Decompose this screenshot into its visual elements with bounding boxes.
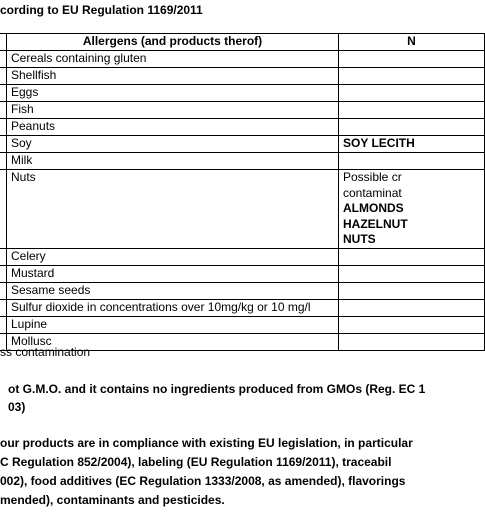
note-cell: SOY LECITH bbox=[339, 136, 485, 153]
allergen-cell: Celery bbox=[7, 248, 339, 265]
allergen-cell: Fish bbox=[7, 102, 339, 119]
allergen-cell: Lupine bbox=[7, 316, 339, 333]
table-header-notes: N bbox=[339, 34, 485, 51]
allergen-cell: Eggs bbox=[7, 85, 339, 102]
document-heading: cording to EU Regulation 1169/2011 bbox=[0, 3, 203, 17]
table-row bbox=[0, 299, 485, 316]
note-line: contaminat bbox=[343, 185, 402, 200]
note-cell bbox=[339, 299, 485, 316]
allergen-cell: Nuts bbox=[7, 170, 339, 249]
note-cell bbox=[339, 102, 485, 119]
table-header-row bbox=[0, 34, 485, 51]
note-line: Possible cr bbox=[343, 170, 402, 184]
table-row bbox=[0, 282, 485, 299]
note-cell bbox=[339, 282, 485, 299]
allergen-table bbox=[0, 33, 485, 351]
note-cell bbox=[339, 68, 485, 85]
allergen-cell: Peanuts bbox=[7, 119, 339, 136]
table-row bbox=[0, 68, 485, 85]
table-row bbox=[0, 85, 485, 102]
contamination-footnote: ss contamination bbox=[0, 345, 91, 359]
table-header-allergens: Allergens (and products therof) bbox=[7, 34, 339, 51]
note-line: NUTS bbox=[343, 232, 376, 246]
note-cell bbox=[339, 333, 485, 350]
table-row bbox=[0, 153, 485, 170]
note-cell bbox=[339, 248, 485, 265]
allergen-cell: Sulfur dioxide in concentrations over 10mg/kg or 10 mg/l bbox=[7, 299, 339, 316]
allergen-cell: Milk bbox=[7, 153, 339, 170]
compliance-line: mended), contaminants and pesticides. bbox=[0, 493, 225, 507]
table-row bbox=[0, 102, 485, 119]
table-row bbox=[0, 316, 485, 333]
compliance-statement bbox=[0, 434, 413, 510]
note-cell bbox=[339, 119, 485, 136]
compliance-line: our products are in compliance with existing EU legislation, in particular bbox=[0, 436, 413, 450]
table-row bbox=[0, 119, 485, 136]
note-line: HAZELNUT bbox=[343, 216, 408, 231]
note-cell bbox=[339, 153, 485, 170]
note-cell bbox=[339, 316, 485, 333]
gmo-line: ot G.M.O. and it contains no ingredients produced from GMOs (Reg. EC 1 bbox=[8, 382, 426, 396]
table-row bbox=[0, 248, 485, 265]
table-row bbox=[0, 51, 485, 68]
note-cell bbox=[339, 170, 485, 249]
table-row bbox=[0, 265, 485, 282]
note-cell bbox=[339, 85, 485, 102]
table-row bbox=[0, 170, 485, 249]
allergen-cell: Mollusc bbox=[7, 333, 339, 350]
allergen-cell: Sesame seeds bbox=[7, 282, 339, 299]
compliance-line: 002), food additives (EC Regulation 1333/2008, as amended), flavorings bbox=[0, 474, 406, 488]
table-row bbox=[0, 136, 485, 153]
gmo-statement bbox=[8, 380, 425, 416]
allergen-cell: Shellfish bbox=[7, 68, 339, 85]
note-cell bbox=[339, 265, 485, 282]
note-cell bbox=[339, 51, 485, 68]
note-line: ALMONDS bbox=[343, 201, 404, 215]
gmo-line: 03) bbox=[8, 400, 26, 414]
allergen-cell: Mustard bbox=[7, 265, 339, 282]
allergen-cell: Cereals containing gluten bbox=[7, 51, 339, 68]
compliance-line: C Regulation 852/2004), labeling (EU Regulation 1169/2011), traceabil bbox=[0, 455, 392, 469]
allergen-cell: Soy bbox=[7, 136, 339, 153]
